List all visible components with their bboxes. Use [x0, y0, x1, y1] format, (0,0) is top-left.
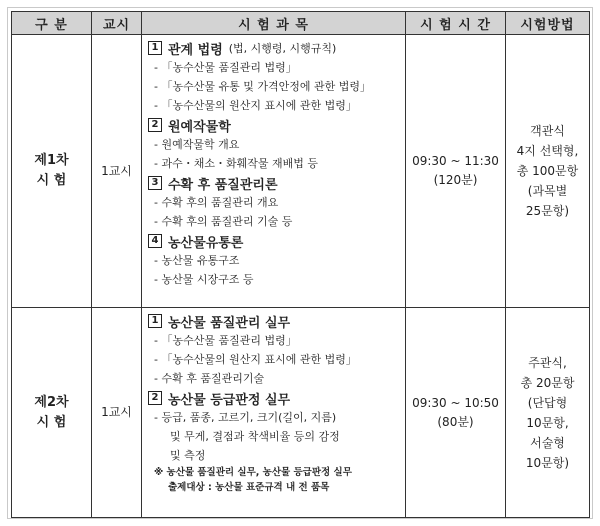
subject-item: - 「농수산물 유통 및 가격안정에 관한 법령」	[154, 80, 371, 93]
stage1-duration: (120분)	[433, 173, 478, 187]
header-method: 시험방법	[506, 12, 590, 35]
header-row	[12, 12, 590, 35]
stage2-duration: (80분)	[437, 414, 474, 429]
method-line: 서술형	[530, 435, 565, 450]
subject-item: - 수확 후의 품질관리 기술 등	[154, 215, 293, 228]
subject-item: - 「농수산물 품질관리 법령」	[154, 61, 297, 74]
stage1-time-range: 09:30 ~ 11:30	[412, 154, 499, 168]
stage1-subject-3	[148, 173, 401, 193]
subject-item: - 농산물 유통구조	[154, 254, 240, 267]
subject-item: - 원예작물학 개요	[154, 138, 240, 151]
subject-item-continuation: 및 측정	[170, 449, 206, 462]
header-subjects: 시 험 과 목	[142, 12, 406, 35]
method-line: (과목별	[527, 184, 568, 198]
stage2-method	[506, 308, 590, 518]
subject-title: 원예작물학	[168, 119, 231, 135]
stage2-label-line2: 시 험	[36, 414, 67, 430]
subject-title: 수확 후 품질관리론	[168, 177, 278, 193]
header-period: 교시	[92, 12, 142, 35]
stage2-period: 1교시	[92, 308, 142, 518]
subject-number-box: 2	[148, 118, 162, 132]
stage1-method	[506, 35, 590, 308]
subject-item: - 과수・채소・화훼작물 재배법 등	[154, 157, 318, 170]
method-line: 총 20문항	[520, 375, 575, 390]
subject-number-box: 4	[148, 234, 162, 248]
stage2-subject-2	[148, 388, 401, 408]
header-category: 구 분	[12, 12, 92, 35]
subject-title: 농산물 등급판정 실무	[168, 392, 291, 408]
subject-item: - 수확 후의 품질관리 개요	[154, 196, 279, 209]
method-line: 4지 선택형,	[516, 144, 579, 158]
subject-title: 농산물 품질관리 실무	[168, 315, 291, 331]
subject-item-continuation: 및 무게, 결점과 착색비율 등의 감정	[170, 430, 340, 443]
stage2-label-line1: 제2차	[34, 394, 69, 410]
stage2-time-range: 09:30 ~ 10:50	[412, 395, 499, 410]
method-line: 주관식,	[528, 355, 567, 370]
stage1-subjects	[142, 35, 406, 308]
stage1-subject-4	[148, 231, 401, 251]
subject-item: - 「농수산물의 원산지 표시에 관한 법령」	[154, 353, 357, 366]
method-line: 총 100문항	[516, 164, 579, 178]
subject-title: 농산물유통론	[168, 235, 244, 251]
stage1-label-line1: 제1차	[34, 153, 69, 168]
subject-number-box: 2	[148, 391, 162, 405]
stage2-row	[12, 308, 590, 518]
stage1-label	[12, 35, 92, 308]
method-line: 객관식	[530, 124, 565, 138]
subject-title-suffix: (법, 시행령, 시행규칙)	[228, 42, 337, 55]
stage1-subject-1	[148, 38, 401, 58]
method-line: 10문항)	[525, 455, 570, 470]
exam-scope-note: ※ 농산물 품질관리 실무, 농산물 등급판정 실무	[154, 467, 352, 478]
stage1-period: 1교시	[92, 35, 142, 308]
subject-title: 관계 법령	[168, 42, 223, 58]
stage2-label	[12, 308, 92, 518]
stage1-time	[406, 35, 506, 308]
subject-number-box: 1	[148, 41, 162, 55]
method-line: (단답형	[527, 395, 568, 410]
stage2-subjects	[142, 308, 406, 518]
subject-item: - 「농수산물 품질관리 법령」	[154, 334, 297, 347]
method-line: 10문항,	[526, 415, 569, 430]
subject-item: - 농산물 시장구조 등	[154, 273, 254, 286]
header-time: 시 험 시 간	[406, 12, 506, 35]
subject-item: - 「농수산물의 원산지 표시에 관한 법령」	[154, 99, 357, 112]
stage1-row	[12, 35, 590, 308]
subject-item: - 등급, 품종, 고르기, 크기(길이, 지름)	[154, 411, 337, 424]
stage2-subject-1	[148, 311, 401, 331]
subject-number-box: 1	[148, 314, 162, 328]
subject-number-box: 3	[148, 176, 162, 190]
stage2-time	[406, 308, 506, 518]
stage1-label-line2: 시 험	[36, 173, 67, 188]
subject-item: - 수확 후 품질관리기술	[154, 372, 265, 385]
exam-scope-note-line2: 출제대상 : 농산물 표준규격 내 전 품목	[168, 482, 330, 493]
stage1-subject-2	[148, 115, 401, 135]
exam-schedule-table	[11, 11, 590, 518]
method-line: 25문항)	[525, 204, 570, 218]
